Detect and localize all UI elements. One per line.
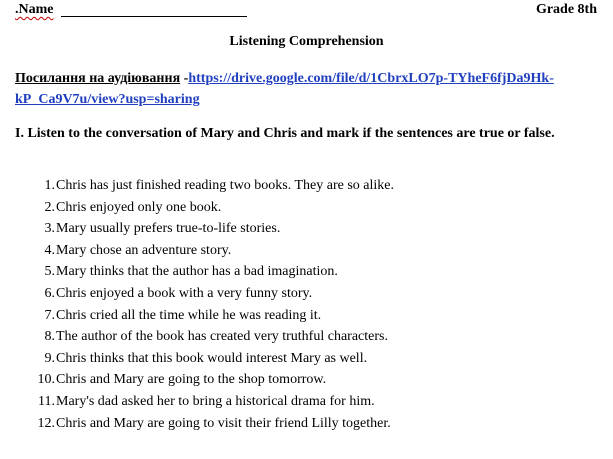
list-item	[15, 197, 597, 219]
list-item	[15, 175, 597, 197]
list-item	[15, 326, 597, 348]
item-text: Chris and Mary are going to visit their friend Lilly together.	[56, 415, 391, 431]
audio-url-link[interactable]: https://drive.google.com/file/d/1CbrxLO7p-TYheF6fjDa9Hk-kP_Ca9V7u/view?usp=sharing	[15, 71, 554, 107]
list-item	[15, 283, 597, 305]
audio-link-label: Посилання на аудіювання	[15, 71, 181, 86]
item-text: Chris enjoyed a book with a very funny story.	[56, 285, 313, 301]
list-item	[15, 261, 597, 283]
list-item	[15, 369, 597, 391]
header-row	[15, 2, 597, 20]
item-text: Chris thinks that this book would interest Mary as well.	[56, 350, 368, 366]
item-number: 4.	[44, 242, 55, 258]
name-label: .Name	[15, 2, 54, 17]
list-item	[15, 348, 597, 370]
item-text: Mary's dad asked her to bring a historical drama for him.	[56, 393, 375, 409]
name-blank-line[interactable]	[61, 16, 247, 17]
page-title: Listening Comprehension	[229, 34, 384, 49]
list-item	[15, 305, 597, 327]
item-text: Mary usually prefers true-to-life stories.	[56, 221, 281, 237]
audio-link-separator: -	[180, 71, 189, 86]
item-number: 11.	[38, 393, 55, 409]
item-number: 10.	[37, 372, 55, 388]
item-text: Chris has just finished reading two books. They are so alike.	[56, 178, 395, 193]
item-number: 2.	[44, 199, 55, 215]
item-text: Mary thinks that the author has a bad imagination.	[56, 264, 338, 280]
list-item	[15, 413, 597, 435]
item-text: Chris and Mary are going to the shop tomorrow.	[56, 372, 327, 388]
item-text: The author of the book has created very truthful characters.	[56, 329, 388, 345]
list-item	[15, 218, 597, 240]
item-text: Mary chose an adventure story.	[56, 242, 232, 258]
item-number: 3.	[44, 221, 55, 237]
item-number: 6.	[44, 285, 55, 301]
list-item	[15, 391, 597, 413]
item-number: 5.	[44, 264, 55, 280]
audio-link-paragraph	[15, 68, 575, 110]
statement-list	[15, 175, 597, 434]
list-item	[15, 240, 597, 262]
item-text: Chris cried all the time while he was reading it.	[56, 307, 322, 323]
item-number: 1.	[44, 178, 55, 193]
task-instruction: I. Listen to the conversation of Mary and Chris and mark if the sentences are true or false.	[15, 126, 555, 141]
item-number: 9.	[44, 350, 55, 366]
item-number: 12.	[37, 415, 55, 431]
item-number: 8.	[44, 329, 55, 345]
item-number: 7.	[44, 307, 55, 323]
grade-label: Grade 8th	[535, 2, 597, 17]
item-text: Chris enjoyed only one book.	[56, 199, 222, 215]
